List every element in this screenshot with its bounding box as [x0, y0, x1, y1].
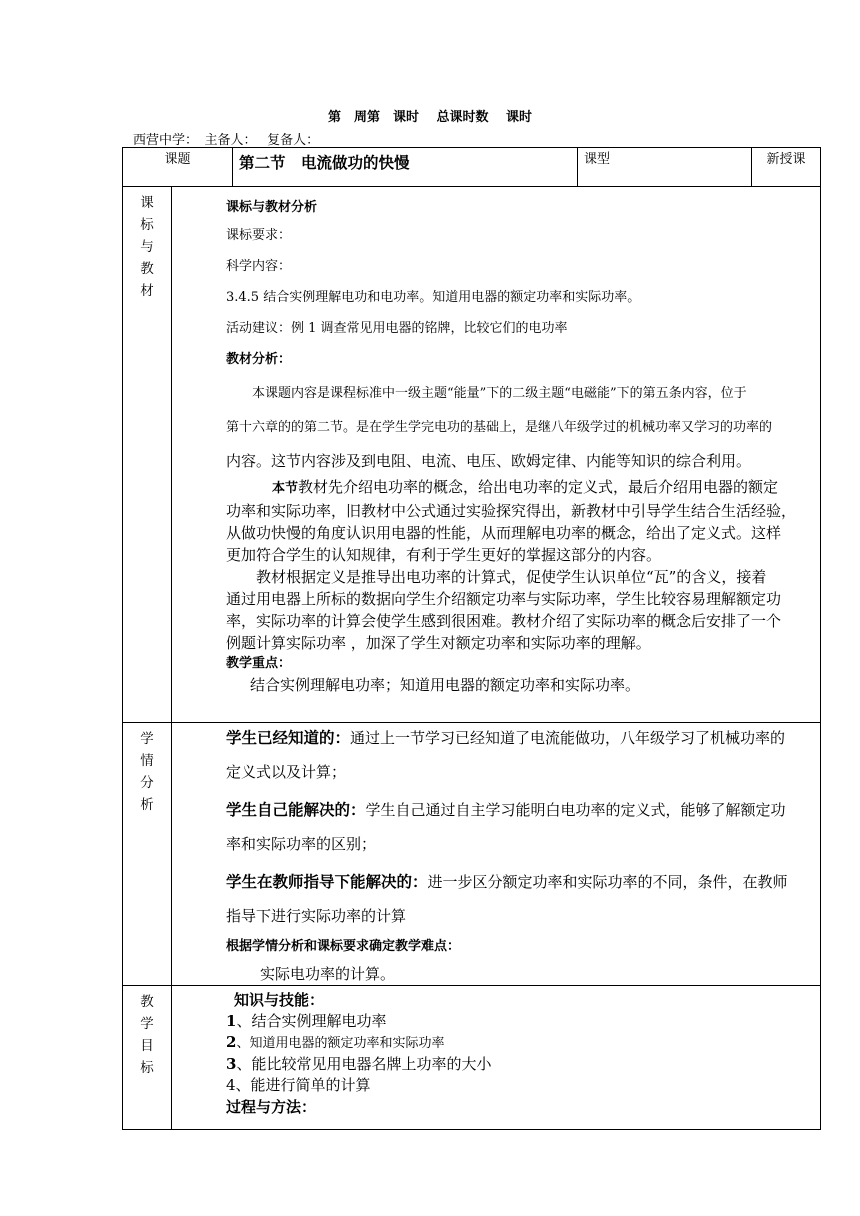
- page-title: 第 周第 课时 总课时数 课时: [327, 110, 533, 125]
- topic-row: [123, 148, 821, 187]
- science-label: 科学内容：: [226, 259, 292, 274]
- key-points-label: 教学重点：: [226, 656, 292, 671]
- goals-side-label: 教 学 目 标: [123, 986, 172, 1130]
- goal-item: 1、结合实例理解电功率: [226, 1012, 387, 1030]
- difficulty-label: 根据学情分析和课标要求确定教学难点：: [226, 939, 461, 954]
- activity-text: 活动建议：例 1 调查常见用电器的铭牌，比较它们的电功率: [226, 321, 568, 336]
- type-label: 课型: [578, 148, 752, 187]
- guided-line: 学生在教师指导下能解决的：进一步区分额定功率和实际功率的不同，条件，在教师: [226, 872, 788, 891]
- goal-item: 3、能比较常见用电器名牌上功率的大小: [226, 1055, 492, 1073]
- students-side-label: 学 情 分 析: [123, 723, 172, 986]
- standard-text: 3.4.5 结合实例理解电功和电功率。知道用电器的额定功率和实际功率。: [226, 290, 641, 305]
- para3-line: 例题计算实际功率 ，加深了学生对额定功率和实际功率的理解。: [226, 634, 651, 652]
- goal-item: 4、能进行简单的计算: [226, 1076, 371, 1094]
- para1-line: 第十六章的的第二节。是在学生学完电功的基础上，是继八年级学过的机械功率又学习的功率的: [226, 420, 773, 435]
- para3-line: 通过用电器上所标的数据向学生介绍额定功率与实际功率，学生比较容易理解额定功: [226, 590, 782, 608]
- preparer-line: 西营中学： 主备人： 复备人：: [133, 133, 320, 148]
- known-line: 学生已经知道的：通过上一节学习已经知道了电流能做功，八年级学习了机械功率的: [226, 728, 786, 747]
- topic-value: 第二节 电流做功的快慢: [233, 148, 578, 187]
- process-label: 过程与方法：: [226, 1098, 317, 1116]
- curriculum-heading: 课标与教材分析: [226, 200, 318, 215]
- type-value: 新授课: [752, 148, 821, 187]
- students-row: [123, 723, 821, 986]
- para2-line: 更加符合学生的认知规律，有利于学生更好的掌握这部分的内容。: [226, 546, 662, 564]
- goals-content: [172, 986, 821, 1130]
- lesson-plan-table: [122, 147, 821, 1130]
- guided-line: 指导下进行实际功率的计算: [226, 907, 407, 925]
- curriculum-side-label: 课 标 与 教 材: [123, 187, 172, 723]
- para2-line: 本节教材先介绍电功率的概念，给出电功率的定义式，最后介绍用电器的额定: [272, 478, 779, 496]
- students-content: [172, 723, 821, 986]
- curriculum-content: [172, 187, 821, 723]
- para2-line: 功率和实际功率，旧教材中公式通过实验探究得出，新教材中引导学生结合生活经验，: [226, 502, 797, 520]
- self-line: 学生自己能解决的：学生自己通过自主学习能明白电功率的定义式，能够了解额定功: [226, 800, 786, 819]
- para1-line: 内容。这节内容涉及到电阻、电流、电压、欧姆定律、内能等知识的综合利用。: [226, 452, 752, 470]
- key-points-text: 结合实例理解电功率；知道用电器的额定功率和实际功率。: [250, 676, 641, 694]
- curriculum-row: [123, 187, 821, 723]
- para1-line: 本课题内容是课程标准中一级主题“能量”下的二级主题“电磁能”下的第五条内容，位于: [252, 386, 747, 401]
- self-line: 率和实际功率的区别；: [226, 835, 377, 853]
- para3-line: 率，实际功率的计算会使学生感到很困难。教材介绍了实际功率的概念后安排了一个: [226, 612, 782, 630]
- para2-line: 从做功快慢的角度认识用电器的性能，从而理解电功率的概念，给出了定义式。这样: [226, 524, 782, 542]
- goals-row: [123, 986, 821, 1130]
- difficulty-text: 实际电功率的计算。: [260, 965, 396, 983]
- known-line: 定义式以及计算；: [226, 763, 347, 781]
- goal-item: 2、知道用电器的额定功率和实际功率: [226, 1033, 445, 1051]
- para3-line: 教材根据定义是推导出电功率的计算式，促使学生认识单位“瓦”的含义，接着: [256, 568, 767, 586]
- analysis-label: 教材分析：: [226, 352, 292, 367]
- req-label: 课标要求：: [226, 228, 292, 243]
- knowledge-label: 知识与技能：: [234, 991, 325, 1009]
- topic-label: 课题: [123, 148, 233, 187]
